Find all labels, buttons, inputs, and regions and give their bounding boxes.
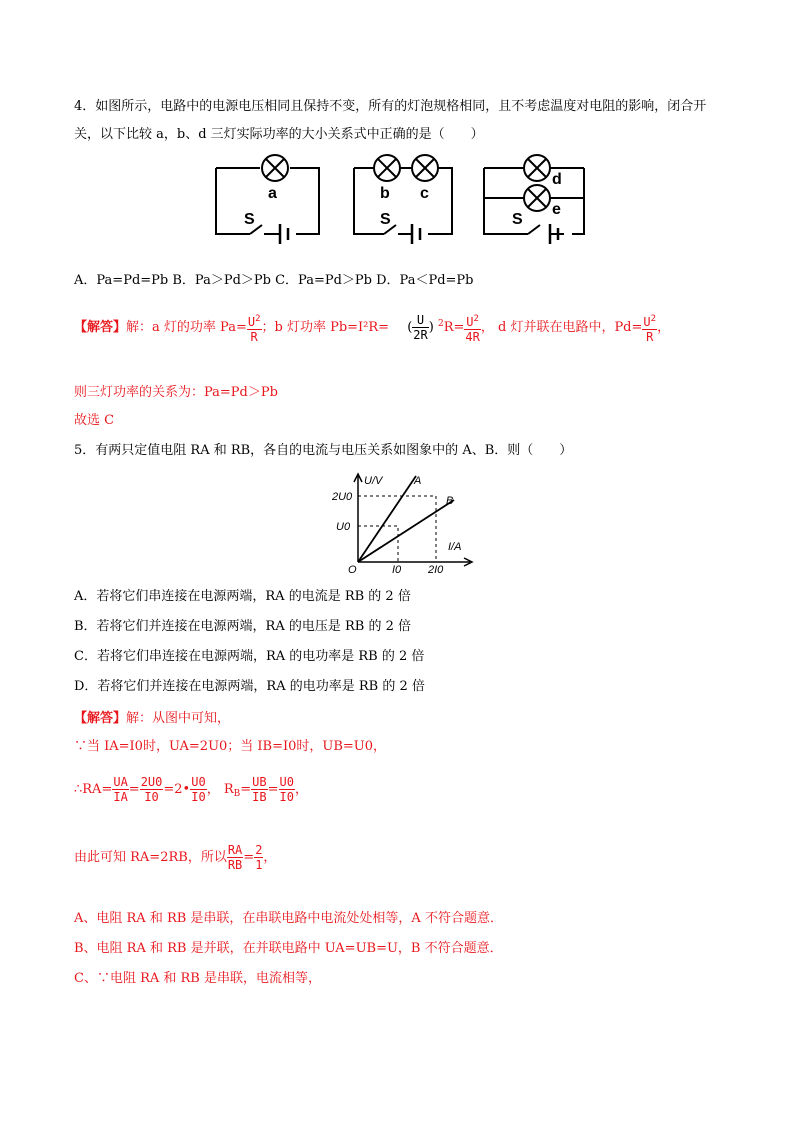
- q4-stem-line1: 4．如图所示，电路中的电源电压相同且保持不变，所有的灯泡规格相同，且不考虑温度对电阻的影响，闭合开: [74, 99, 707, 114]
- y-tick-u0: U0: [336, 521, 351, 533]
- label-s3: S: [512, 211, 523, 228]
- x-tick-i0: I0: [392, 564, 402, 576]
- label-e: e: [552, 201, 561, 218]
- q5-answer-intro: 【解答】解：从图中可知，: [74, 711, 231, 726]
- answer-tag: 【解答】: [74, 320, 127, 335]
- q5-stem: 5．有两只定值电阻 RA 和 RB，各自的电流与电压关系如图象中的 A、B．则（ ）: [74, 443, 573, 458]
- q4-stem-line2: 关，以下比较 a，b、d 三灯实际功率的大小关系式中正确的是（ ）: [74, 127, 484, 142]
- q4-circuit-diagrams: [212, 154, 612, 246]
- q5-analysis-c: C、∵电阻 RA 和 RB 是串联，电流相等，: [74, 971, 321, 986]
- label-s2: S: [380, 211, 391, 228]
- q5-ra-calc: ∴RA= $\frac{UA}{IA}$ = $\frac{2U0}{I0}$ =2• $\frac{U0}{I0}$ ， $R_B=$ $\frac{UB}{IB}$ = $\frac{U0}{I0}$ ，: [74, 775, 308, 804]
- line-b-label: B: [446, 495, 454, 507]
- label-a: a: [268, 185, 277, 202]
- x-axis-label: I/A: [448, 541, 462, 553]
- label-d: d: [552, 171, 562, 188]
- origin-label: O: [348, 564, 357, 576]
- label-b: b: [380, 185, 390, 202]
- label-s1: S: [244, 211, 255, 228]
- line-b: [358, 500, 454, 562]
- q5-option-b: B．若将它们并连接在电源两端，RA 的电压是 RB 的 2 倍: [74, 619, 412, 634]
- q5-analysis-a: A、电阻 RA 和 RB 是串联，在串联电路中电流处处相等，A 不符合题意．: [74, 911, 503, 926]
- x-tick-2i0: 2I0: [428, 564, 444, 576]
- q5-option-a: A．若将它们串连接在电源两端，RA 的电流是 RB 的 2 倍: [74, 589, 411, 604]
- q4-options: A．Pa=Pd=Pb B．Pa＞Pd＞Pb C．Pa=Pd＞Pb D．Pa＜Pd=Pb: [74, 273, 474, 288]
- q5-option-c: C．若将它们串连接在电源两端，RA 的电功率是 RB 的 2 倍: [74, 649, 425, 664]
- q4-relation: 则三灯功率的关系为：Pa=Pd＞Pb: [74, 385, 278, 400]
- q4-answer: 【解答】解：a 灯的功率 Pa= $\frac{U^2}{R}$ ；b 灯功率 Pb=I²R= ( $\frac{U}{2R}$ ) $^2$R= $\frac{U^2}{4R}$ ， d 灯并联在电路中，Pd= $\frac{U^2}{R}$ ，: [74, 313, 671, 344]
- q5-given: ∵当 IA=I0时，UA=2U0；当 IB=I0时，UB=U0，: [74, 739, 387, 754]
- line-a: [358, 476, 416, 562]
- label-c: c: [420, 185, 429, 202]
- q5-conclusion: 由此可知 RA=2RB，所以 $\frac{RA}{RB}$ = $\frac{2}{1}$ ，: [74, 843, 277, 872]
- q5-option-d: D．若将它们并连接在电源两端，RA 的电功率是 RB 的 2 倍: [74, 679, 425, 694]
- y-tick-2u0: 2U0: [332, 491, 353, 503]
- line-a-label: A: [414, 475, 422, 487]
- y-axis-label: U/V: [364, 475, 383, 487]
- q5-graph: [330, 470, 480, 576]
- q5-analysis-b: B、电阻 RA 和 RB 是并联，在并联电路中 UA=UB=U，B 不符合题意．: [74, 941, 503, 956]
- q4-choice: 故选 C: [74, 413, 115, 428]
